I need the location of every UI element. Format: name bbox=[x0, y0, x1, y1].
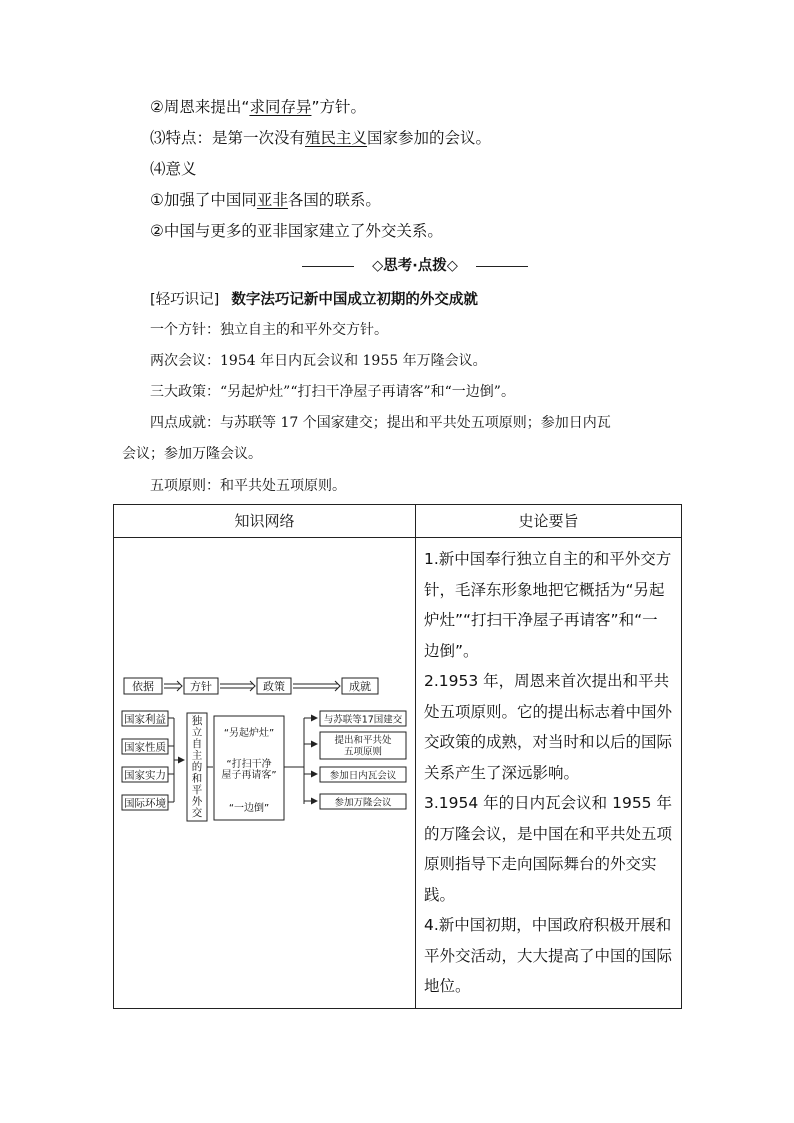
policy-direction-char: 平 bbox=[191, 784, 203, 796]
table-header-network: 知识网络 bbox=[114, 505, 416, 538]
achievement-item-line: 提出和平共处 bbox=[334, 735, 392, 746]
knowledge-network-diagram bbox=[114, 538, 414, 972]
key-points-cell bbox=[416, 538, 682, 1009]
policy-direction-char: 独 bbox=[191, 715, 203, 727]
divider-title: ◇思考·点拨◇ bbox=[372, 258, 458, 274]
double-arrow-head bbox=[177, 681, 182, 691]
double-arrow bbox=[293, 684, 338, 688]
tip-item: 五项原则：和平共处五项原则。 bbox=[150, 478, 346, 494]
basis-item: 国家实力 bbox=[124, 769, 166, 782]
table-header-key-points: 史论要旨 bbox=[416, 505, 682, 538]
text-fragment: ⑶特点：是第一次没有 bbox=[150, 129, 306, 147]
tip-heading bbox=[150, 288, 478, 309]
divider-text: 思考·点拨 bbox=[383, 258, 447, 274]
text-line-significance: ⑷意义 bbox=[150, 160, 197, 178]
policy-direction-text bbox=[192, 714, 203, 819]
double-arrow-head bbox=[250, 681, 255, 691]
key-point: 3.1954 年的日内瓦会议和 1955 年的万隆会议，是中国在和平共处五项原则指导下走向国际舞台的外交实践。 bbox=[424, 794, 673, 904]
tip-item-continued: 会议；参加万隆会议。 bbox=[122, 446, 262, 462]
policy-direction-char: 交 bbox=[191, 807, 203, 819]
tip-title: 数字法巧记新中国成立初期的外交成就 bbox=[231, 292, 478, 308]
policy-direction-char: 的 bbox=[191, 761, 203, 773]
key-point: 1.新中国奉行独立自主的和平外交方针，毛泽东形象地把它概括为“另起炉灶”“打扫干净屋子再请客”和“一边倒”。 bbox=[424, 550, 672, 660]
tip-tag: [轻巧识记] bbox=[150, 292, 220, 308]
text-fragment: ②周恩来提出“ bbox=[150, 98, 250, 116]
policy-item-line: “打扫干净 bbox=[226, 759, 272, 770]
header-achievement: 成就 bbox=[349, 680, 371, 693]
key-point: 2.1953 年，周恩来首次提出和平共处五项原则。它的提出标志着中国外交政策的成熟，对当时和以后的国际关系产生了深远影响。 bbox=[424, 672, 673, 782]
text-fragment: 国家参加的会议。 bbox=[367, 129, 492, 147]
achievement-item: 参加日内瓦会议 bbox=[329, 770, 397, 782]
achievement-item-line: 五项原则 bbox=[343, 746, 383, 758]
underlined-term: 求同存异 bbox=[249, 98, 312, 116]
policy-item-line: 屋子再请客” bbox=[221, 770, 277, 781]
policy-direction-char: 立 bbox=[191, 726, 203, 739]
text-line-significance-2: ②中国与更多的亚非国家建立了外交关系。 bbox=[150, 222, 443, 240]
basis-item: 国家性质 bbox=[124, 741, 166, 754]
policy-direction-char: 和 bbox=[191, 772, 203, 785]
text-line-feature bbox=[150, 128, 491, 148]
text-fragment: ”方针。 bbox=[311, 98, 366, 116]
underlined-term: 殖民主义 bbox=[305, 129, 368, 147]
text-line-significance-1 bbox=[150, 190, 381, 210]
double-arrow bbox=[164, 684, 180, 688]
achievement-item: 参加万隆会议 bbox=[334, 797, 392, 809]
double-arrow-head bbox=[335, 681, 340, 691]
achievement-item: 与苏联等17国建交 bbox=[323, 714, 403, 726]
text-fragment: 各国的联系。 bbox=[287, 191, 381, 209]
text-fragment: ①加强了中国同 bbox=[150, 191, 257, 209]
section-divider bbox=[300, 256, 530, 276]
tip-item: 四点成就：与苏联等 17 个国家建交；提出和平共处五项原则；参加日内瓦 bbox=[150, 415, 611, 431]
basis-connector bbox=[168, 718, 184, 802]
basis-item: 国际环境 bbox=[124, 797, 166, 810]
policy-direction-char: 外 bbox=[191, 795, 203, 808]
header-policy: 政策 bbox=[263, 680, 285, 693]
tip-item: 三大政策：“另起炉灶”“打扫干净屋子再请客”和“一边倒”。 bbox=[150, 384, 515, 400]
knowledge-table bbox=[113, 504, 682, 1009]
divider-rule-right bbox=[476, 266, 528, 267]
basis-item: 国家利益 bbox=[124, 713, 166, 726]
policy-item: “一边倒” bbox=[228, 803, 270, 814]
achievement-connector bbox=[284, 718, 317, 804]
knowledge-network-cell bbox=[114, 538, 416, 1009]
divider-rule-left bbox=[302, 266, 354, 267]
tip-item: 一个方针：独立自主的和平外交方针。 bbox=[150, 322, 388, 338]
key-point: 4.新中国初期，中国政府积极开展和平外交活动，大大提高了中国的国际地位。 bbox=[424, 916, 673, 995]
double-arrow bbox=[220, 684, 253, 688]
tip-item: 两次会议：1954 年日内瓦会议和 1955 年万隆会议。 bbox=[150, 353, 487, 369]
policy-direction-char: 主 bbox=[191, 749, 203, 762]
header-policy-direction: 方针 bbox=[190, 680, 212, 693]
underlined-term: 亚非 bbox=[256, 191, 288, 209]
policy-direction-char: 自 bbox=[191, 738, 203, 750]
header-basis: 依据 bbox=[132, 680, 154, 693]
text-line-zhou-enlai bbox=[150, 97, 366, 117]
policy-item: “另起炉灶” bbox=[223, 728, 275, 739]
